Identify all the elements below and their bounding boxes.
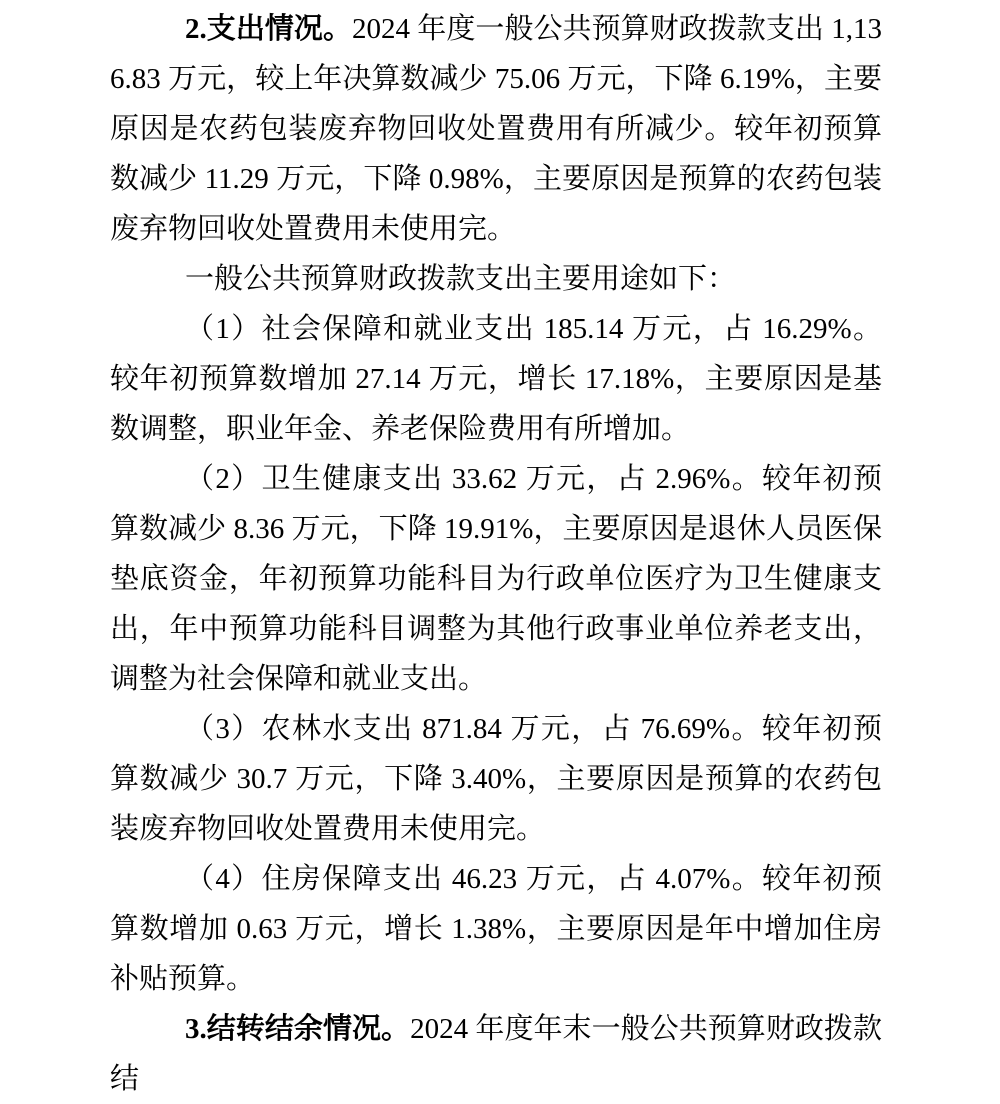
para-item-2-text: （2）卫生健康支出 33.62 万元，占 2.96%。较年初预算数减少 8.36 万元，下降 19.91%，主要原因是退休人员医保垫底资金，年初预算功能科目为行政单位医疗为卫生健康支出，年中预算功能科目调整为其他行政事业单位养老支出，调整为社会保障和就业支出。	[110, 463, 882, 695]
para-carryover-text: 2024 年度年末一般公共预算财政拨款结	[110, 1013, 882, 1095]
para-item-4-text: （4）住房保障支出 46.23 万元，占 4.07%。较年初预算数增加 0.63 万元，增长 1.38%，主要原因是年中增加住房补贴预算。	[110, 863, 882, 995]
para-usage-intro	[110, 254, 882, 304]
para-item-2-health	[110, 454, 882, 704]
section-2-heading: 2.支出情况。	[185, 13, 353, 45]
para-carryover-overview	[110, 1004, 882, 1104]
section-3-heading: 3.结转结余情况。	[185, 1013, 411, 1045]
para-item-1-social-security	[110, 304, 882, 454]
para-item-1-text: （1）社会保障和就业支出 185.14 万元，占 16.29%。较年初预算数增加 27.14 万元，增长 17.18%，主要原因是基数调整，职业年金、养老保险费用有所增加。	[110, 313, 882, 445]
para-item-4-housing	[110, 854, 882, 1004]
para-usage-intro-text: 一般公共预算财政拨款支出主要用途如下：	[185, 263, 737, 295]
para-item-3-agriculture-forestry-water	[110, 704, 882, 854]
para-expenditure-overview	[110, 4, 882, 254]
para-item-3-text: （3）农林水支出 871.84 万元，占 76.69%。较年初预算数减少 30.7 万元，下降 3.40%，主要原因是预算的农药包装废弃物回收处置费用未使用完。	[110, 713, 882, 845]
para-expenditure-overview-text: 2024 年度一般公共预算财政拨款支出 1,136.83 万元，较上年决算数减少 75.06 万元，下降 6.19%，主要原因是农药包装废弃物回收处置费用有所减少。较年初预算数减少 11.29 万元，下降 0.98%，主要原因是预算的农药包装废弃物回收处置费用未使用完。	[110, 13, 882, 245]
